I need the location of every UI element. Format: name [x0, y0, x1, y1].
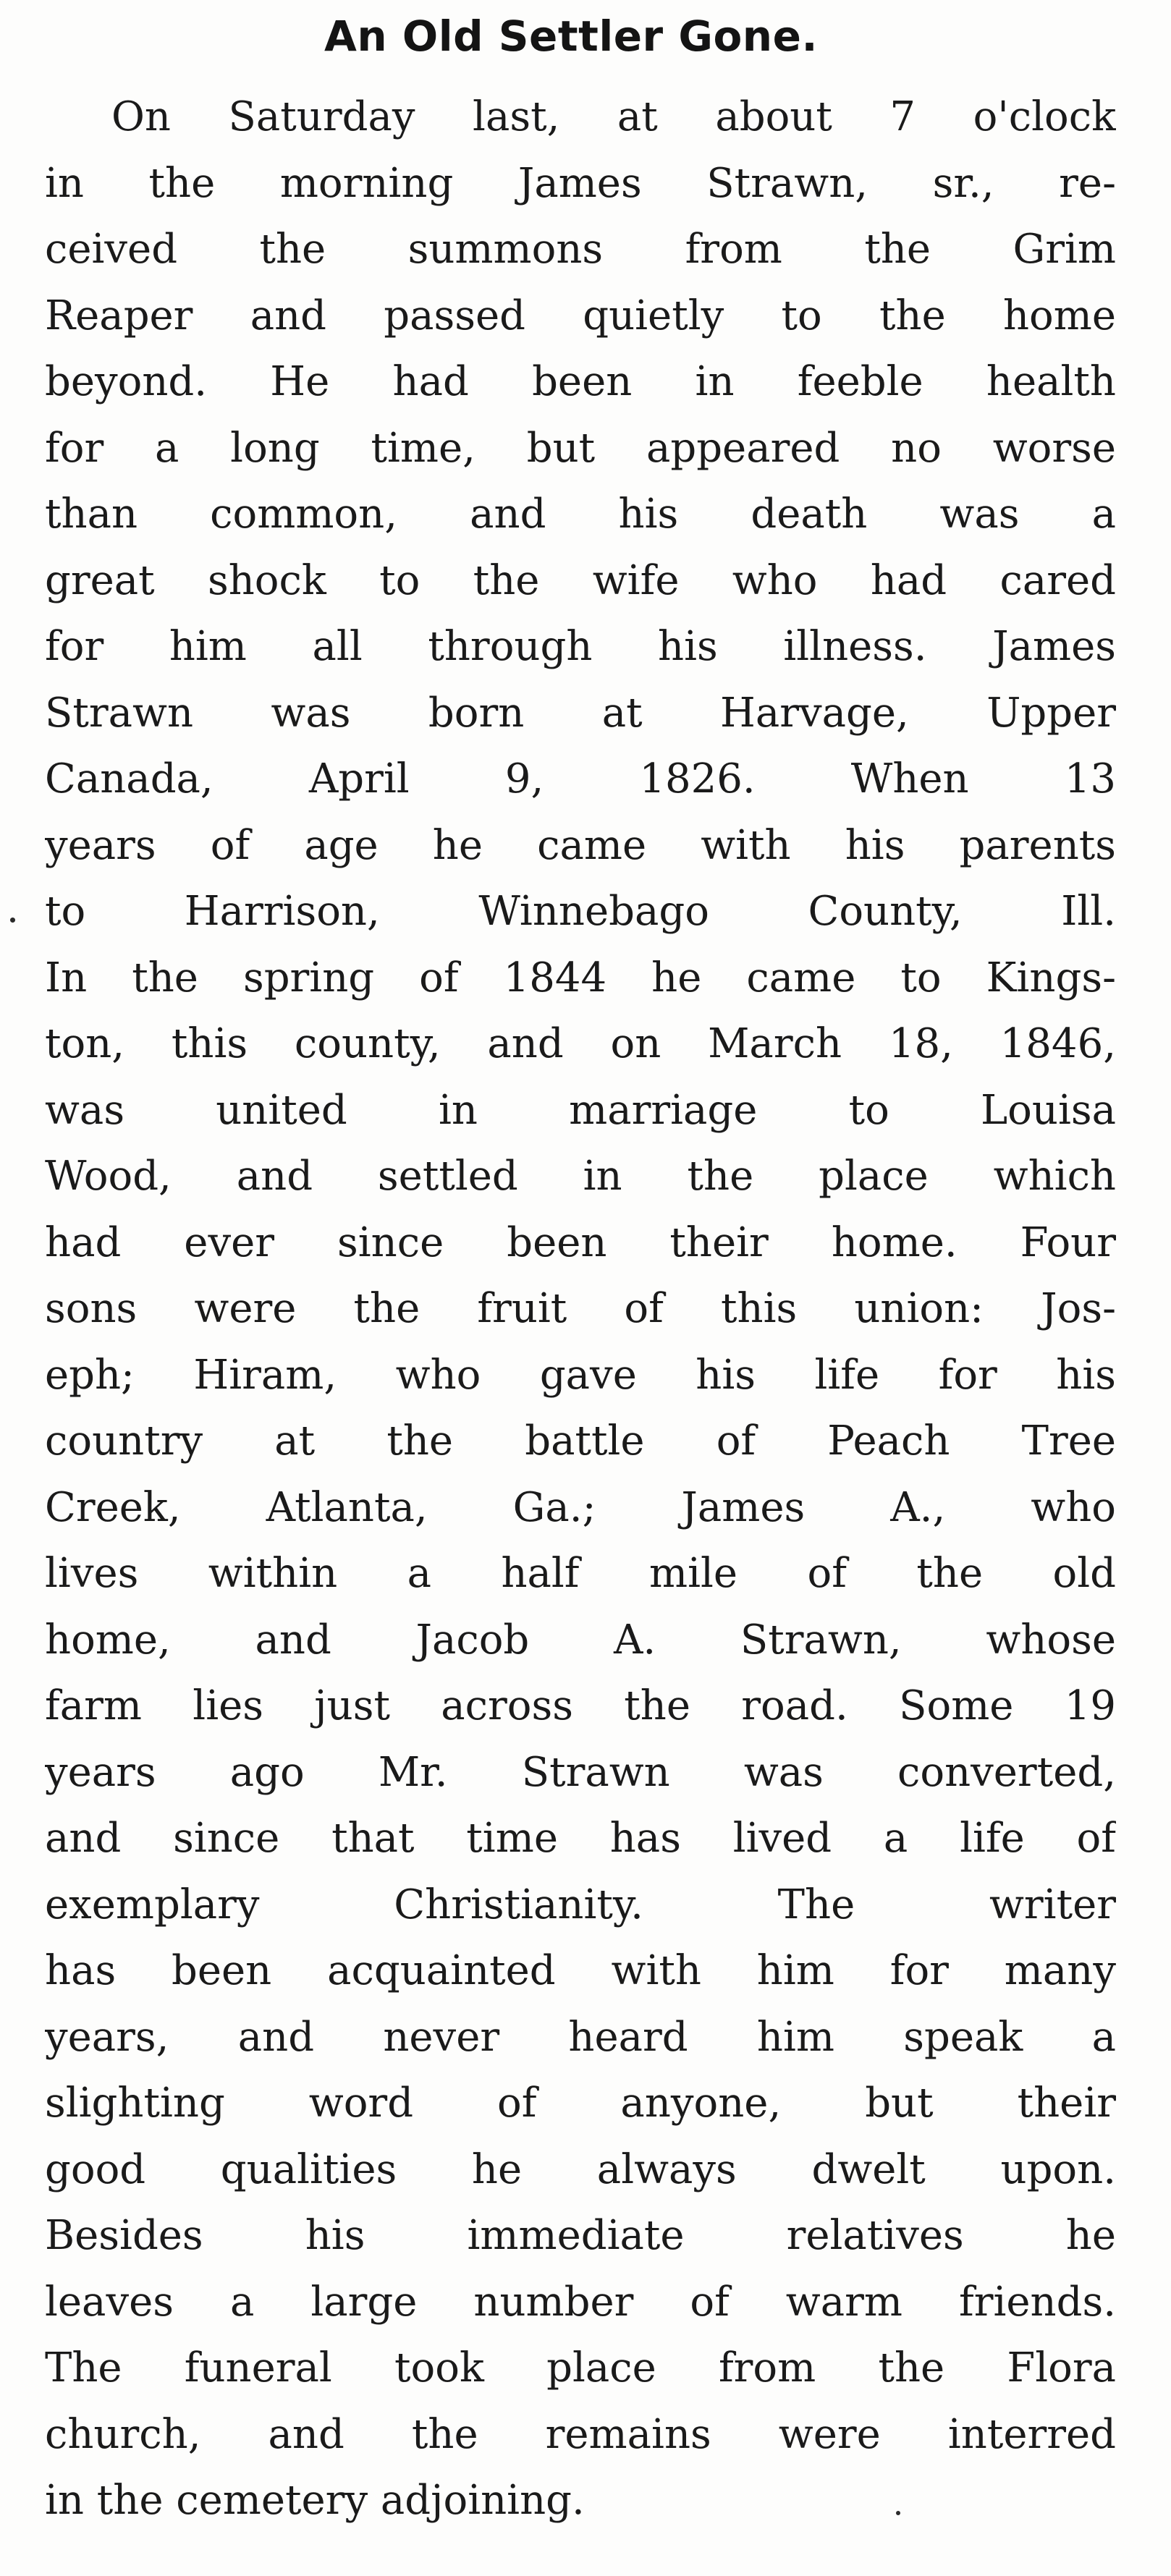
article-line: sons were the fruit of this union: Jos- — [45, 1285, 1116, 1332]
article-line: was united in marriage to Louisa — [45, 1086, 1116, 1134]
article-line: years of age he came with his parents — [45, 821, 1116, 869]
article-line: The funeral took place from the Flora — [45, 2344, 1116, 2391]
article-line: country at the battle of Peach Tree — [45, 1418, 1116, 1465]
article-line: farm lies just across the road. Some 19 — [45, 1682, 1116, 1729]
print-speck — [896, 2511, 900, 2515]
article-line: slighting word of anyone, but their — [45, 2080, 1116, 2127]
article-line: had ever since been their home. Four — [45, 1219, 1116, 1266]
article-line: On Saturday last, at about 7 o'clock — [111, 93, 1116, 140]
article-line: years ago Mr. Strawn was converted, — [45, 1748, 1116, 1796]
article-line: ton, this county, and on March 18, 1846, — [45, 1020, 1116, 1067]
article-line: Reaper and passed quietly to the home — [45, 292, 1116, 339]
article-line: eph; Hiram, who gave his life for his — [45, 1351, 1116, 1399]
article-line: home, and Jacob A. Strawn, whose — [45, 1616, 1116, 1664]
article-line: years, and never heard him speak a — [45, 2013, 1116, 2061]
article-line: beyond. He had been in feeble health — [45, 358, 1116, 405]
headline: An Old Settler Gone. — [324, 12, 818, 61]
article-line: to Harrison, Winnebago County, Ill. — [45, 888, 1116, 935]
article-line: Wood, and settled in the place which — [45, 1153, 1116, 1200]
article-line: and since that time has lived a life of — [45, 1815, 1116, 1862]
article-line: good qualities he always dwelt upon. — [45, 2145, 1116, 2193]
article-line: in the cemetery adjoining. — [45, 2477, 585, 2524]
article-line: ceived the summons from the Grim — [45, 226, 1116, 273]
article-line: leaves a large number of warm friends. — [45, 2278, 1116, 2326]
article-line: in the morning James Strawn, sr., re- — [45, 159, 1116, 207]
article-line: exemplary Christianity. The writer — [45, 1881, 1116, 1928]
article-line: great shock to the wife who had cared — [45, 556, 1116, 604]
article-body — [45, 84, 1116, 2534]
article-line: lives within a half mile of the old — [45, 1550, 1116, 1597]
article-line: for a long time, but appeared no worse — [45, 424, 1116, 472]
article-line: church, and the remains were interred — [45, 2410, 1116, 2458]
article-line: has been acquainted with him for many — [45, 1947, 1116, 1994]
article-line: than common, and his death was a — [45, 491, 1116, 538]
article-line: Canada, April 9, 1826. When 13 — [45, 755, 1116, 802]
article-line: In the spring of 1844 he came to Kings- — [45, 954, 1116, 1001]
article-line: Creek, Atlanta, Ga.; James A., who — [45, 1483, 1116, 1531]
article-line: Strawn was born at Harvage, Upper — [45, 689, 1116, 737]
article-line: Besides his immediate relatives he — [45, 2212, 1116, 2259]
print-speck — [10, 918, 15, 923]
article-line: for him all through his illness. James — [45, 623, 1116, 670]
